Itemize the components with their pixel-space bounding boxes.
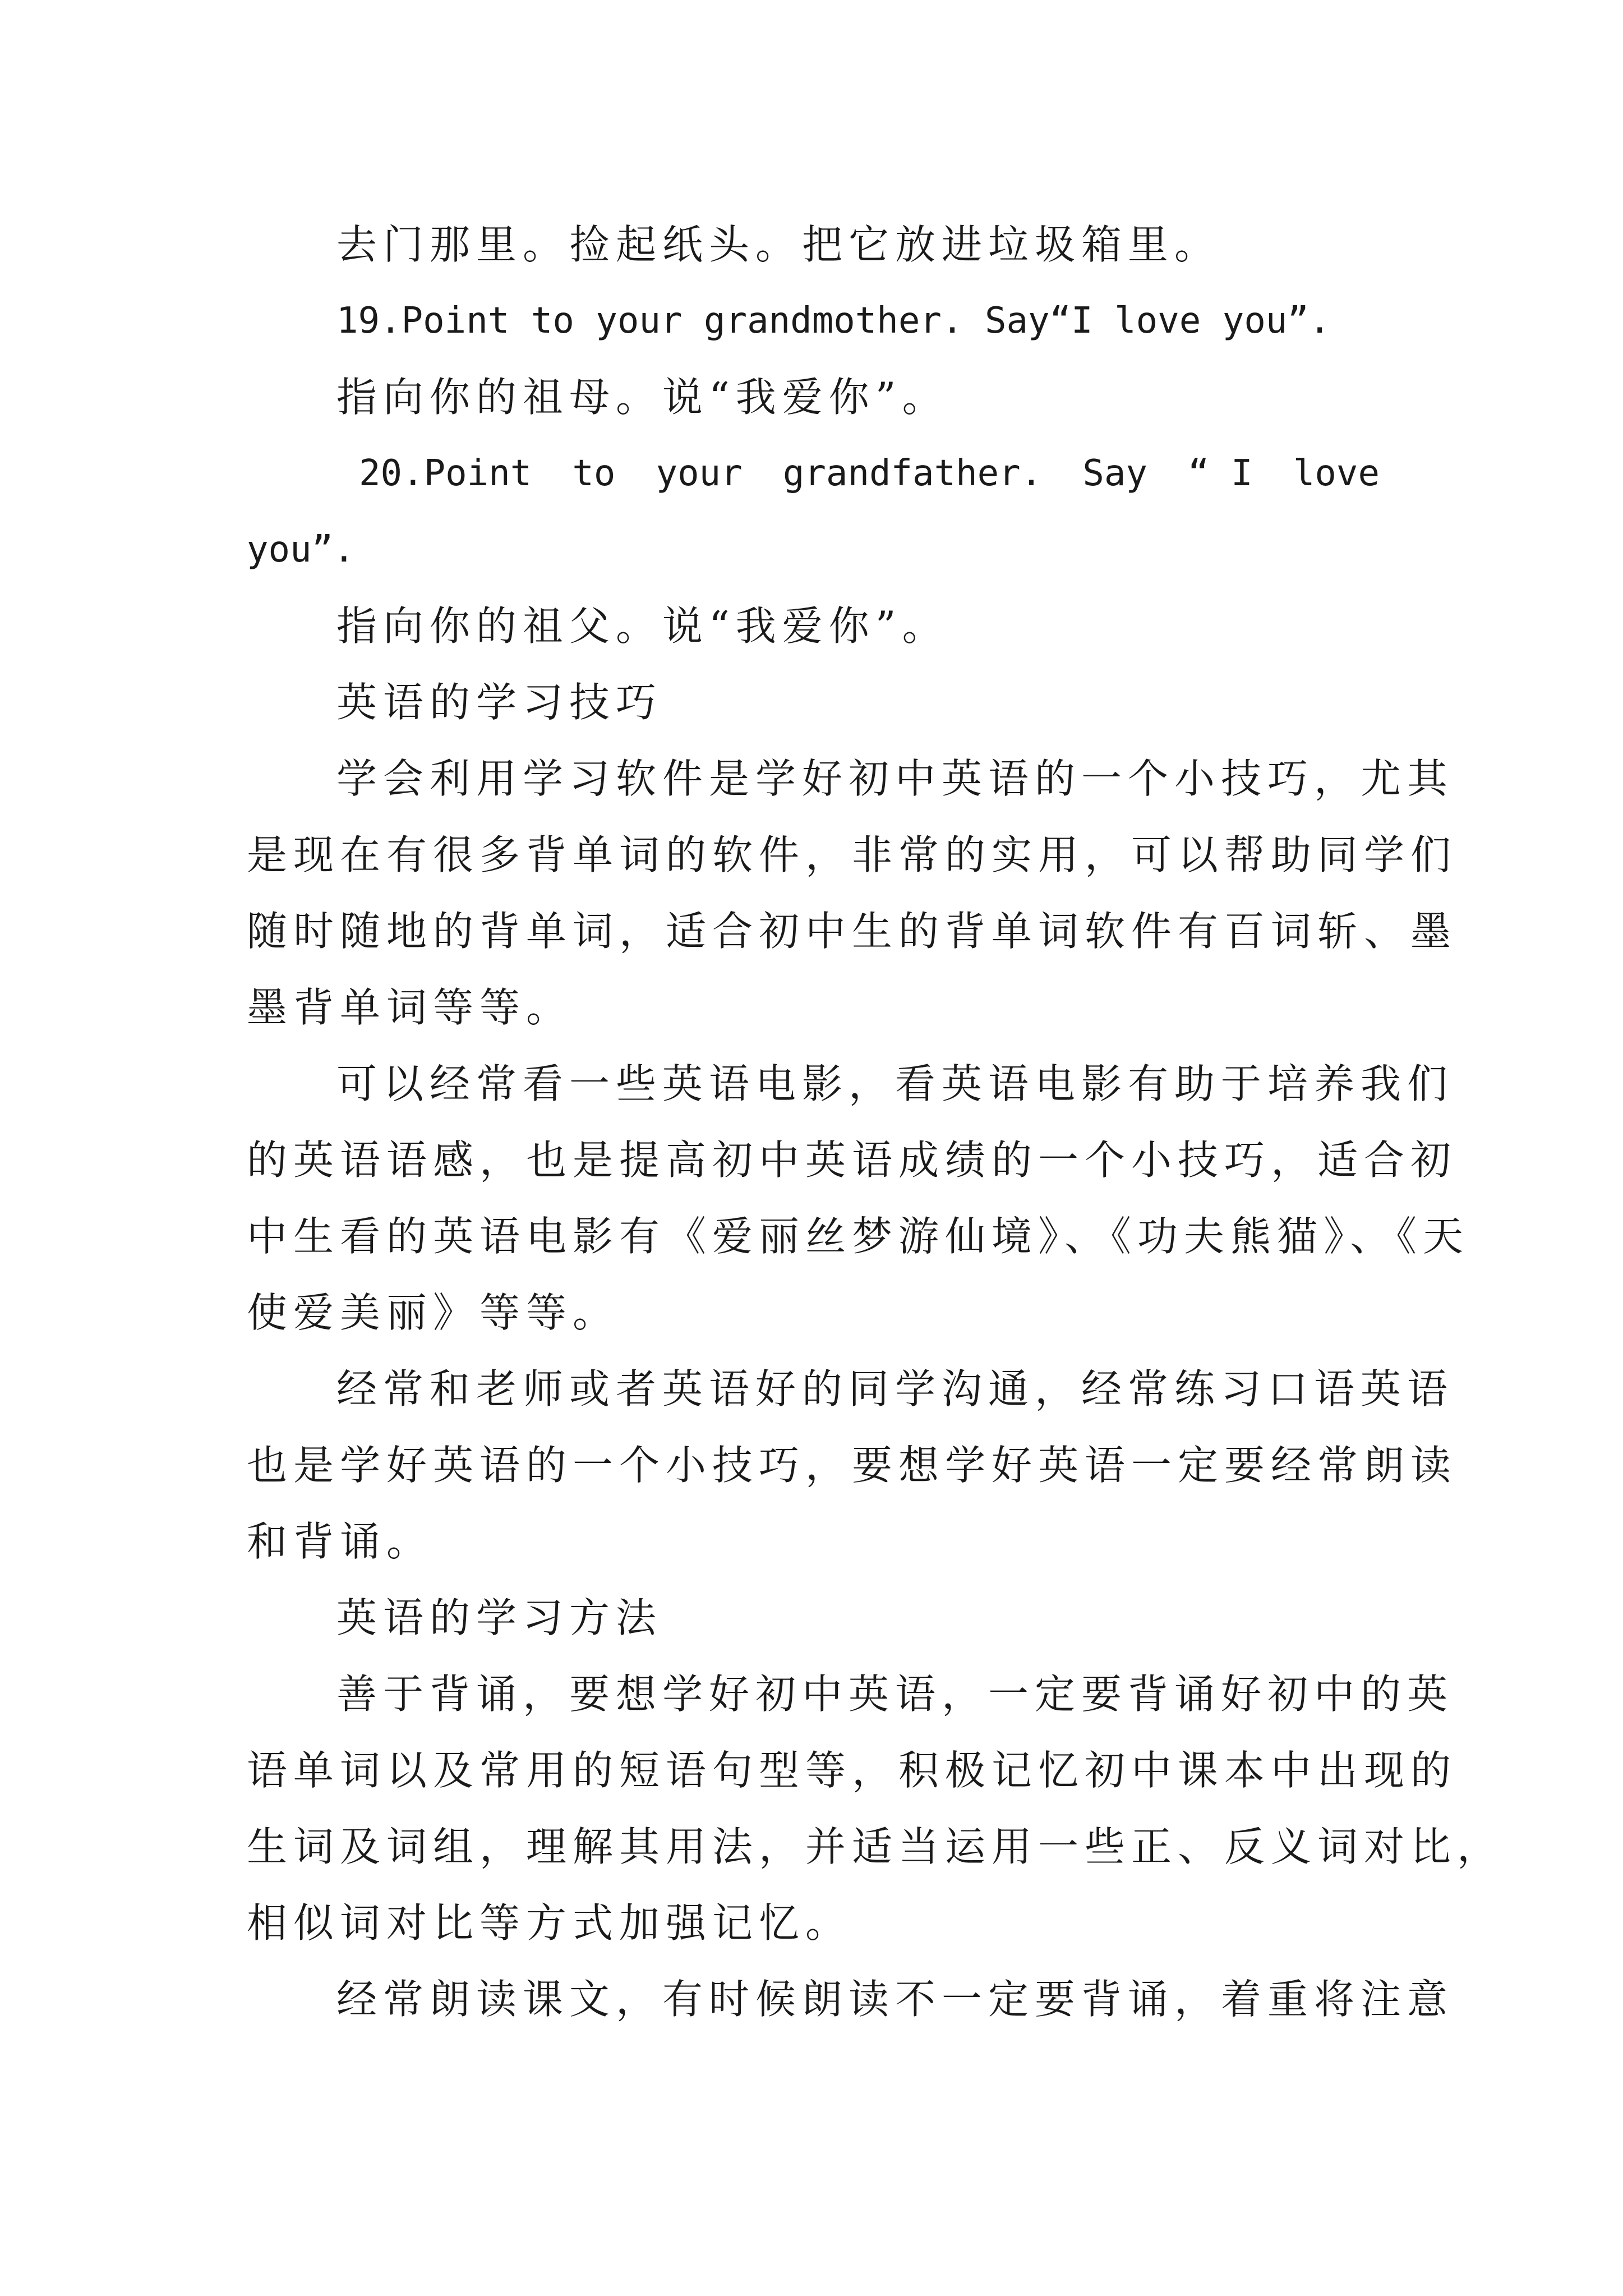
text-line: 相似词对比等方式加强记忆。 (247, 1899, 852, 1947)
text-line: 指向你的祖母。说“我爱你”。 (336, 374, 949, 421)
text-line: 经常朗读课文，有时候朗读不一定要背诵，着重将注意 (336, 1976, 1454, 2023)
word: to (572, 453, 616, 494)
text-line: 的英语语感，也是提高初中英语成绩的一个小技巧，适合初 (247, 1137, 1458, 1184)
word: your (656, 453, 743, 494)
word: grandfather. (782, 453, 1043, 494)
text-line: 是现在有很多背单词的软件，非常的实用，可以帮助同学们 (247, 831, 1458, 878)
text-line: 可以经常看一些英语电影，看英语电影有助于培养我们 (336, 1060, 1454, 1107)
word: “ I (1188, 453, 1253, 494)
text-line: 也是学好英语的一个小技巧，要想学好英语一定要经常朗读 (247, 1442, 1458, 1489)
text-line: 中生看的英语电影有《爱丽丝梦游仙境》、《功夫熊猫》、《天 (247, 1213, 1470, 1260)
text-line: 去门那里。捡起纸头。把它放进垃圾箱里。 (336, 221, 1221, 268)
text-line: 经常和老师或者英语好的同学沟通，经常练习口语英语 (336, 1365, 1454, 1412)
word: 20.Point (359, 453, 532, 494)
text-line: 使爱美丽》等等。 (247, 1289, 620, 1336)
text-line: 学会利用学习软件是学好初中英语的一个小技巧，尤其 (336, 755, 1454, 802)
text-line-english: you”. (247, 529, 355, 570)
text-line: 语单词以及常用的短语句型等，积极记忆初中课本中出现的 (247, 1747, 1458, 1794)
text-line-english: 19.Point to your grandmother. Say“I love you”. (336, 300, 1331, 342)
text-line: 生词及词组，理解其用法，并适当运用一些正、反义词对比， (247, 1823, 1504, 1870)
text-line: 善于背诵，要想学好初中英语，一定要背诵好初中的英 (336, 1671, 1454, 1718)
word: Say (1082, 453, 1147, 494)
word: love (1293, 453, 1380, 494)
text-line: 和背诵。 (247, 1518, 434, 1565)
text-line-english-justified (359, 447, 1380, 500)
text-line: 墨背单词等等。 (247, 984, 573, 1031)
section-heading: 英语的学习技巧 (336, 679, 663, 726)
section-heading: 英语的学习方法 (336, 1594, 663, 1641)
text-line: 指向你的祖父。说“我爱你”。 (336, 602, 949, 650)
text-line: 随时随地的背单词，适合初中生的背单词软件有百词斩、墨 (247, 908, 1458, 955)
